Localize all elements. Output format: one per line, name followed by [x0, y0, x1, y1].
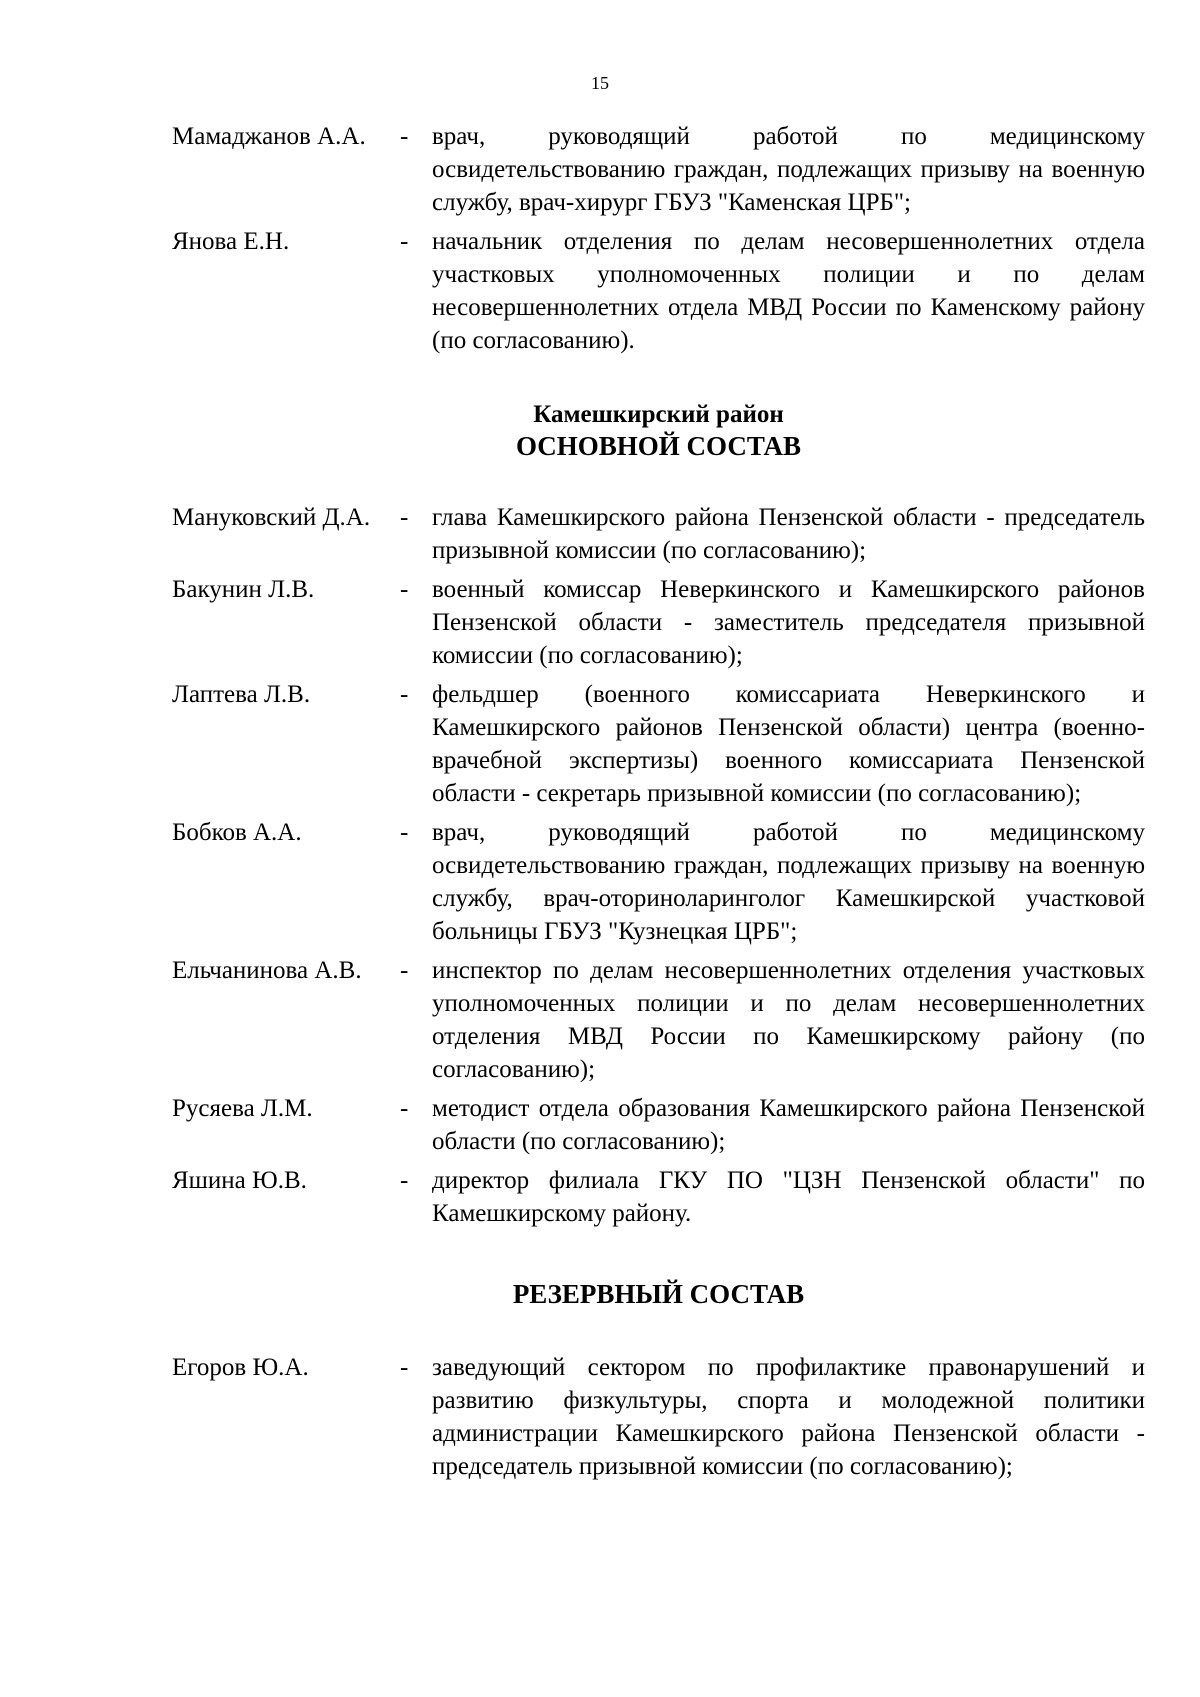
member-role: военный комиссар Неверкинского и Камешкирского районов Пензенской области - заместитель председателя призывной комиссии (по согласованию); [432, 576, 1145, 669]
member-entry [172, 678, 1145, 810]
page-number: 15 [591, 73, 609, 93]
member-entry [172, 1092, 1145, 1158]
page-content [172, 120, 1145, 1489]
member-dash: - [400, 1354, 409, 1381]
member-role: врач, руководящий работой по медицинскому освидетельствованию граждан, подлежащих призыву на военную службу, врач-хирург ГБУЗ "Каменская ЦРБ"; [432, 123, 1145, 216]
member-dash: - [400, 819, 409, 846]
member-dash: - [400, 504, 409, 531]
entries-main [172, 501, 1145, 1230]
section-main-heading [172, 399, 1145, 463]
entries-reserve [172, 1351, 1145, 1483]
member-name: Яшина Ю.В. [172, 1167, 307, 1194]
member-entry [172, 816, 1145, 948]
member-name: Бобков А.А. [172, 819, 302, 846]
member-dash: - [400, 1167, 409, 1194]
member-name: Янова Е.Н. [172, 228, 290, 255]
section-reserve-heading [172, 1278, 1145, 1311]
section-region-title: Камешкирский район [533, 401, 784, 428]
member-dash: - [400, 228, 409, 255]
section-reserve-title: РЕЗЕРВНЫЙ СОСТАВ [512, 1279, 805, 1309]
member-entry [172, 501, 1145, 567]
member-dash: - [400, 576, 409, 603]
member-role: начальник отделения по делам несовершеннолетних отдела участковых уполномоченных полиции и по делам несовершеннолетних отдела МВД России по Каменскому району (по согласованию). [432, 228, 1145, 354]
member-name: Мануковский Д.А. [172, 504, 371, 531]
member-entry [172, 954, 1145, 1086]
section-main-title: ОСНОВНОЙ СОСТАВ [515, 431, 802, 461]
member-role: глава Камешкирского района Пензенской области - председатель призывной комиссии (по согласованию); [432, 504, 1145, 564]
member-role: врач, руководящий работой по медицинскому освидетельствованию граждан, подлежащих призыву на военную службу, врач-оториноларинголог Камешкирской участковой больницы ГБУЗ "Кузнецкая ЦРБ"; [432, 819, 1145, 945]
member-name: Мамаджанов А.А. [172, 123, 366, 150]
member-role: инспектор по делам несовершеннолетних отделения участковых уполномоченных полиции и по делам несовершеннолетних отделения МВД России по Камешкирскому району (по согласованию); [432, 957, 1145, 1083]
member-role: методист отдела образования Камешкирского района Пензенской области (по согласованию); [432, 1095, 1145, 1155]
member-name: Ельчанинова А.В. [172, 957, 362, 984]
member-entry [172, 573, 1145, 672]
member-name: Егоров Ю.А. [172, 1354, 309, 1381]
member-entry [172, 1351, 1145, 1483]
member-dash: - [400, 957, 409, 984]
member-role: заведующий сектором по профилактике правонарушений и развитию физкультуры, спорта и молодежной политики администрации Камешкирского района Пензенской области - председатель призывной комиссии (по согласованию); [432, 1354, 1145, 1480]
member-name: Русяева Л.М. [172, 1095, 313, 1122]
member-role: фельдшер (военного комиссариата Неверкинского и Камешкирского районов Пензенской области) центра (военно-врачебной экспертизы) военного комиссариата Пензенской области - секретарь призывной комиссии (по согласованию); [432, 681, 1145, 807]
member-dash: - [400, 123, 409, 150]
member-name: Бакунин Л.В. [172, 576, 315, 603]
member-name: Лаптева Л.В. [172, 681, 311, 708]
member-dash: - [400, 681, 409, 708]
member-entry [172, 1164, 1145, 1230]
member-entry [172, 225, 1145, 357]
entries-top [172, 120, 1145, 357]
member-entry [172, 120, 1145, 219]
member-role: директор филиала ГКУ ПО "ЦЗН Пензенской области" по Камешкирскому району. [432, 1167, 1145, 1227]
member-dash: - [400, 1095, 409, 1122]
